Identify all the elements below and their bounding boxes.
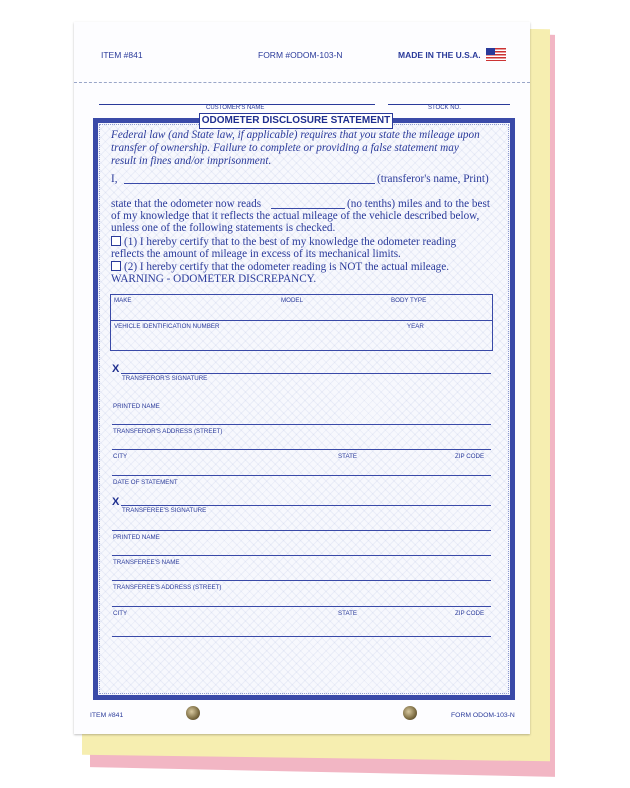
transferee-printed-name-field[interactable]: [112, 555, 491, 556]
transferor-address-label: TRANSFEROR'S ADDRESS (STREET): [113, 428, 223, 435]
transferor-printed-name-field[interactable]: [112, 424, 491, 425]
city-label-1: CITY: [113, 453, 128, 460]
option-2-checkbox[interactable]: [111, 261, 121, 271]
stock-no-label: STOCK NO.: [428, 105, 461, 111]
model-label: MODEL: [281, 297, 304, 304]
header-item-number: ITEM #841: [101, 50, 143, 60]
odometer-text-2: of my knowledge that it reflects the actual mileage of the vehicle described below,: [111, 210, 480, 222]
transferee-signature-label: TRANSFEREE'S SIGNATURE: [122, 507, 207, 514]
intro-line-3: result in fines and/or imprisonment.: [111, 155, 272, 167]
option-2-line-1: [111, 261, 449, 274]
zip-label-2: ZIP CODE: [455, 610, 485, 617]
transferor-signature-label: TRANSFEROR'S SIGNATURE: [122, 375, 208, 382]
vin-label: VEHICLE IDENTIFICATION NUMBER: [114, 323, 220, 330]
option-1-text: (1) I hereby certify that to the best of my knowledge the odometer reading: [124, 236, 457, 248]
right-rivet-icon: [403, 706, 417, 720]
option-1-line-2: reflects the amount of mileage in excess of its mechanical limits.: [111, 248, 401, 260]
transferee-printed-name-label: PRINTED NAME: [113, 534, 160, 541]
transferee-name-label: TRANSFEREE'S NAME: [113, 559, 180, 566]
form-title: ODOMETER DISCLOSURE STATEMENT: [199, 113, 393, 129]
odometer-text-1b: (no tenths) miles and to the best: [347, 198, 490, 210]
perforation-line: [74, 82, 530, 83]
option-2-text: (2) I hereby certify that the odometer reading is NOT the actual mileage.: [124, 261, 450, 273]
transferee-city-state-zip-field[interactable]: [112, 636, 491, 637]
header-made-in: MADE IN THE U.S.A.: [398, 50, 481, 60]
transferee-signature-underline: [112, 530, 491, 531]
printed-name-label: PRINTED NAME: [113, 403, 160, 410]
us-flag-icon: [486, 48, 506, 61]
vehicle-box-divider: [111, 320, 492, 321]
intro-line-1: Federal law (and State law, if applicable) requires that you state the mileage upon: [111, 129, 480, 141]
body-type-label: BODY TYPE: [391, 297, 427, 304]
odometer-text-1a: state that the odometer now reads: [111, 198, 262, 210]
city-label-2: CITY: [113, 610, 128, 617]
transferor-signature-field[interactable]: [121, 373, 491, 374]
date-of-statement-label: DATE OF STATEMENT: [113, 479, 178, 486]
option-1-checkbox[interactable]: [111, 236, 121, 246]
intro-line-2: transfer of ownership. Failure to complete or providing a false statement may: [111, 142, 459, 154]
zip-label-1: ZIP CODE: [455, 453, 485, 460]
customer-name-label: CUSTOMER'S NAME: [206, 105, 265, 111]
transferor-x-mark: X: [112, 363, 120, 375]
transferee-name-field[interactable]: [112, 580, 491, 581]
state-label-1: STATE: [338, 453, 358, 460]
header-form-number: FORM #ODOM-103-N: [258, 50, 343, 60]
option-2-warning: WARNING - ODOMETER DISCREPANCY.: [111, 273, 317, 285]
odometer-reading-field[interactable]: [271, 208, 345, 209]
odometer-text-3: unless one of the following statements is checked.: [111, 222, 336, 234]
state-label-2: STATE: [338, 610, 358, 617]
make-label: MAKE: [114, 297, 132, 304]
transferor-address-field[interactable]: [112, 449, 491, 450]
option-1-line-1: [111, 236, 456, 249]
transferee-address-field[interactable]: [112, 606, 491, 607]
transferor-name-field[interactable]: [124, 183, 375, 184]
footer-item-number: ITEM #841: [90, 712, 124, 719]
transferee-address-label: TRANSFEREE'S ADDRESS (STREET): [113, 584, 222, 591]
left-rivet-icon: [186, 706, 200, 720]
transferor-suffix: (transferor's name, Print): [377, 173, 489, 185]
transferee-signature-field[interactable]: [121, 505, 491, 506]
transferee-x-mark: X: [112, 496, 120, 508]
footer-form-number: FORM ODOM-103-N: [451, 712, 515, 719]
year-label: YEAR: [407, 323, 424, 330]
transferor-prefix: I,: [111, 173, 118, 185]
transferor-city-state-zip-field[interactable]: [112, 475, 491, 476]
